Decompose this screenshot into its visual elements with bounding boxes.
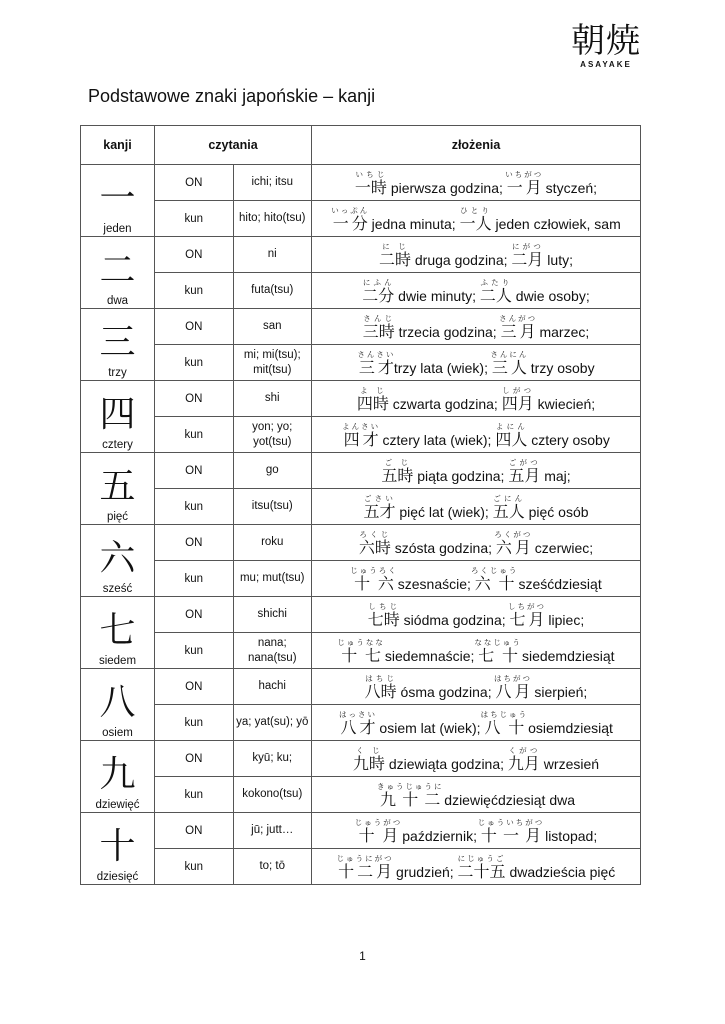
reading-kun: nana; nana(tsu) [233,633,312,669]
compound-translation: siódma godzina; [399,611,510,628]
compound-line [363,314,590,340]
table-row [81,453,641,489]
compound-translation: osiem lat (wiek); [375,719,485,736]
table-row [81,849,641,885]
logo-text: ASAYAKE [580,60,632,69]
furigana: しがつ [501,385,534,395]
compound-line [337,638,614,664]
table-row [81,345,641,381]
furigana: よんさい [342,421,381,431]
reading-type-on: ON [155,813,234,849]
compound-translation: trzy osoby [526,359,595,376]
compound-word: 四月しがつ [501,385,534,413]
reading-type-kun: kun [155,849,234,885]
compound-translation: sierpień; [530,683,588,700]
compound-translation: cztery lata (wiek); [378,431,496,448]
kanji-cell [81,165,155,237]
page-title: Podstawowe znaki japońskie – kanji [88,86,376,106]
furigana: さんにん [490,349,529,359]
table-row [81,309,641,345]
furigana: さんがつ [499,313,538,323]
reading-type-kun: kun [155,489,234,525]
compound-translation: szósta godzina; [390,539,496,556]
compound-translation: pierwsza godzina; [386,179,507,196]
compound-word: 二月にがつ [511,241,544,269]
compound-word: 二人ふたり [479,277,512,305]
compound-cell [312,597,641,633]
furigana: ふたり [479,277,512,287]
compound-line [353,746,599,772]
header-compounds: złożenia [312,126,641,165]
kanji-character: 十 [99,826,136,867]
compound-word: 三時さんじ [362,313,395,341]
compound-translation: czwarta godzina; [388,395,502,412]
compound-word: 五時ごじ [381,457,414,485]
reading-type-kun: kun [155,345,234,381]
compound-word: 四人よにん [495,421,528,449]
compound-word: 八才はっさい [339,709,378,737]
furigana: ろくじゅう [470,565,519,575]
furigana: しちがつ [508,601,547,611]
furigana: くじ [352,745,385,755]
compound-line [339,710,613,736]
furigana: はちじ [364,673,397,683]
compound-cell [312,381,641,417]
kanji-cell [81,237,155,309]
kanji-cell [81,309,155,381]
compound-line [337,854,616,880]
kanji-character: 一 [99,178,136,219]
compound-cell [312,453,641,489]
compound-line [331,206,621,232]
compound-translation: osiemdziesiąt [524,719,613,736]
table-row [81,705,641,741]
compound-line [355,170,597,196]
compound-word: 一人ひとり [459,205,492,233]
reading-type-kun: kun [155,201,234,237]
compound-word: 八時はちじ [364,673,397,701]
reading-type-on: ON [155,597,234,633]
compound-word: 一月いちがつ [505,169,544,197]
kanji-meaning: cztery [102,439,133,451]
furigana: にふん [362,277,395,287]
compound-word: 五才ごさい [363,493,396,521]
compound-word: 八月はちがつ [494,673,533,701]
compound-line [357,350,594,376]
compound-translation: trzy lata (wiek); [393,359,492,376]
compound-word: 七十ななじゅう [474,637,522,665]
kanji-meaning: jeden [103,223,132,235]
compound-translation: maj; [540,467,571,484]
compound-translation: grudzień; [392,863,458,880]
compound-word: 二分にふん [362,277,395,305]
furigana: ひとり [459,205,492,215]
kanji-meaning: siedem [98,655,137,667]
compound-translation: dwadzieścia pięć [505,863,616,880]
furigana: よじ [356,385,389,395]
compound-line [377,782,575,808]
reading-kun: to; tō [233,849,312,885]
compound-translation: dziewiąta godzina; [384,755,508,772]
reading-type-on: ON [155,525,234,561]
header-readings: czytania [155,126,312,165]
kanji-cell [81,813,155,885]
compound-translation: szesnaście; [393,575,475,592]
compound-translation: druga godzina; [411,251,512,268]
reading-on: ichi; itsu [233,165,312,201]
reading-kun: mi; mi(tsu); mit(tsu) [233,345,312,381]
compound-translation: wrzesień [539,755,600,772]
table-row [81,525,641,561]
furigana: くがつ [507,745,540,755]
compound-word: 五月ごがつ [508,457,541,485]
table-body [81,165,641,885]
furigana: じゅうにがつ [336,853,394,863]
compound-cell [312,633,641,669]
furigana: いっぷん [331,205,370,215]
furigana: ごがつ [508,457,541,467]
furigana: ろくがつ [494,529,533,539]
kanji-table [80,125,641,885]
reading-type-kun: kun [155,705,234,741]
table-row [81,633,641,669]
kanji-meaning: sześć [102,583,133,595]
furigana: ななじゅう [474,637,522,647]
compound-word: 三月さんがつ [499,313,538,341]
reading-kun: mu; mut(tsu) [233,561,312,597]
furigana: しちじ [367,601,400,611]
kanji-character: 三 [99,322,136,363]
compound-translation: siedemnaście; [381,647,479,664]
furigana: よにん [495,421,528,431]
compound-translation: luty; [543,251,573,268]
compound-cell [312,345,641,381]
compound-cell [312,561,641,597]
compound-line [379,242,573,268]
compound-cell [312,849,641,885]
reading-type-on: ON [155,741,234,777]
compound-word: 二十五にじゅうご [457,853,506,881]
compound-line [357,386,595,412]
kanji-character: 九 [99,754,136,795]
furigana: ろくじ [358,529,391,539]
kanji-character: 四 [99,394,136,435]
compound-line [355,818,598,844]
reading-on: shichi [233,597,312,633]
compound-word: 四時よじ [356,385,389,413]
reading-on: hachi [233,669,312,705]
kanji-meaning: pięć [106,511,129,523]
kanji-character: 二 [99,250,136,291]
kanji-cell [81,741,155,813]
kanji-meaning: dziewięć [95,799,140,811]
compound-translation: dwie minuty; [394,287,480,304]
compound-word: 七時しちじ [367,601,400,629]
furigana: はちがつ [494,673,533,683]
reading-kun: yon; yo; yot(tsu) [233,417,312,453]
compound-cell [312,237,641,273]
compound-translation: trzecia godzina; [394,323,501,340]
compound-word: 十月じゅうがつ [354,817,403,845]
page-number: 1 [359,949,366,963]
compound-cell [312,417,641,453]
reading-on: go [233,453,312,489]
furigana: きゅうじゅうに [376,781,444,791]
reading-on: jū; jutt… [233,813,312,849]
compound-cell [312,777,641,813]
compound-line [368,602,584,628]
furigana: いちじ [354,169,387,179]
kanji-cell [81,525,155,597]
compound-translation: marzec; [535,323,590,340]
compound-word: 六十ろくじゅう [470,565,519,593]
compound-word: 三人さんにん [490,349,529,377]
compound-word: 十一月じゅういちがつ [477,817,545,845]
furigana: ごにん [492,493,525,503]
reading-type-on: ON [155,453,234,489]
kanji-meaning: dziesięć [96,871,139,883]
compound-word: 一時いちじ [354,169,387,197]
compound-word: 六時ろくじ [358,529,391,557]
furigana: いちがつ [505,169,544,179]
compound-translation: jeden człowiek, sam [491,215,621,232]
reading-on: kyū; ku; [233,741,312,777]
table-row [81,417,641,453]
kanji-cell [81,669,155,741]
table-row [81,669,641,705]
compound-translation: cztery osoby [527,431,610,448]
compound-cell [312,489,641,525]
table-row [81,597,641,633]
compound-line [362,278,589,304]
compound-translation: siedemdziesiąt [518,647,615,664]
asayake-logo [566,22,646,70]
table-header-row [81,126,641,165]
kanji-meaning: dwa [106,295,129,307]
compound-cell [312,273,641,309]
reading-on: shi [233,381,312,417]
compound-word: 十六じゅうろく [350,565,398,593]
compound-translation: dziewięćdziesiąt dwa [440,791,576,808]
table-row [81,777,641,813]
reading-kun: itsu(tsu) [233,489,312,525]
reading-on: san [233,309,312,345]
header-kanji: kanji [81,126,155,165]
table-row [81,201,641,237]
reading-on: roku [233,525,312,561]
compound-word: 五人ごにん [492,493,525,521]
compound-translation: dwie osoby; [511,287,590,304]
compound-translation: czerwiec; [530,539,594,556]
compound-cell [312,309,641,345]
compound-cell [312,525,641,561]
compound-cell [312,165,641,201]
furigana: はっさい [339,709,378,719]
compound-translation: kwiecień; [533,395,596,412]
compound-line [350,566,602,592]
compound-translation: październik; [398,827,481,844]
table-row [81,237,641,273]
kanji-character: 六 [99,538,136,579]
furigana: にじ [378,241,411,251]
reading-type-on: ON [155,165,234,201]
compound-line [359,530,593,556]
kanji-meaning: osiem [102,727,133,739]
compound-translation: lipiec; [544,611,585,628]
furigana: ごさい [363,493,396,503]
table-row [81,489,641,525]
furigana: さんじ [362,313,395,323]
compound-translation: jedna minuta; [367,215,460,232]
compound-word: 九十二きゅうじゅうに [376,781,444,809]
table-row [81,561,641,597]
compound-word: 一分いっぷん [331,205,370,233]
compound-cell [312,705,641,741]
compound-word: 九時くじ [352,745,385,773]
table-row [81,741,641,777]
furigana: にじゅうご [457,853,506,863]
compound-translation: pięć osób [524,503,589,520]
reading-type-on: ON [155,237,234,273]
kanji-meaning: trzy [108,367,127,379]
kanji-character: 五 [99,466,136,507]
table-row [81,165,641,201]
furigana: ごじ [381,457,414,467]
reading-kun: kokono(tsu) [233,777,312,813]
furigana: じゅうがつ [354,817,403,827]
compound-word: 七月しちがつ [508,601,547,629]
reading-type-on: ON [155,669,234,705]
reading-kun: hito; hito(tsu) [233,201,312,237]
furigana: じゅうろく [350,565,398,575]
furigana: にがつ [511,241,544,251]
logo-kanji: 朝焼 [571,21,641,61]
table-row [81,381,641,417]
compound-translation: listopad; [541,827,598,844]
reading-type-kun: kun [155,633,234,669]
compound-word: 八十はちじゅう [480,709,529,737]
compound-word: 二時にじ [378,241,411,269]
compound-translation: piąta godzina; [413,467,509,484]
furigana: じゅういちがつ [477,817,545,827]
compound-cell [312,201,641,237]
compound-word: 九月くがつ [507,745,540,773]
kanji-cell [81,381,155,453]
compound-word: 三才さんさい [357,349,396,377]
compound-word: 六月ろくがつ [494,529,533,557]
reading-type-kun: kun [155,777,234,813]
reading-kun: ya; yat(su); yō [233,705,312,741]
furigana: じゅうなな [337,637,385,647]
compound-translation: ósma godzina; [396,683,496,700]
reading-kun: futa(tsu) [233,273,312,309]
reading-type-kun: kun [155,273,234,309]
compound-cell [312,813,641,849]
compound-translation: styczeń; [541,179,598,196]
reading-type-kun: kun [155,417,234,453]
compound-translation: pięć lat (wiek); [395,503,493,520]
compound-word: 十七じゅうなな [337,637,385,665]
kanji-cell [81,453,155,525]
kanji-cell [81,597,155,669]
furigana: さんさい [357,349,396,359]
kanji-character: 七 [99,610,136,651]
compound-cell [312,669,641,705]
reading-type-on: ON [155,309,234,345]
compound-word: 十二月じゅうにがつ [336,853,394,881]
furigana: はちじゅう [480,709,529,719]
compound-line [342,422,610,448]
table-row [81,273,641,309]
compound-translation: sześćdziesiąt [514,575,602,592]
compound-line [381,458,570,484]
compound-line [363,494,588,520]
table-row [81,813,641,849]
reading-type-on: ON [155,381,234,417]
reading-on: ni [233,237,312,273]
compound-word: 四才よんさい [342,421,381,449]
kanji-character: 八 [99,682,136,723]
reading-type-kun: kun [155,561,234,597]
compound-line [365,674,588,700]
compound-cell [312,741,641,777]
